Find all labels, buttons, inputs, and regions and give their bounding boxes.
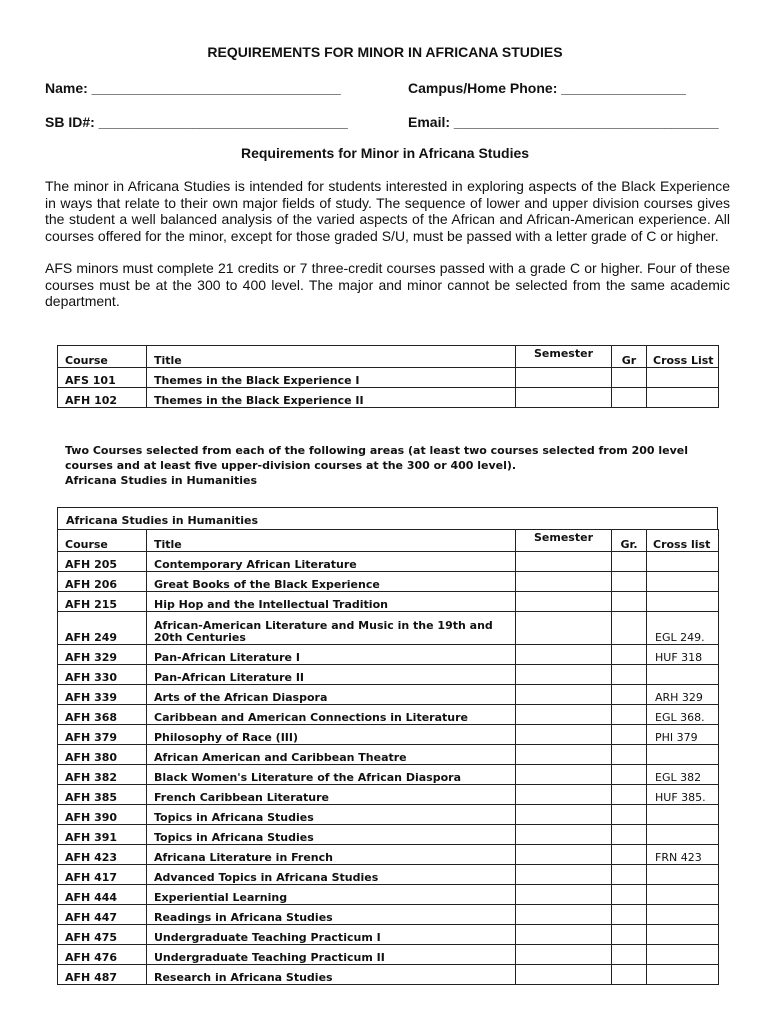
email-field-label: Email: __________________________________ (408, 114, 719, 130)
semester-cell (516, 665, 612, 685)
table-row (58, 725, 719, 745)
cross-list-cell (647, 865, 719, 885)
table-row (58, 965, 719, 985)
grade-cell (612, 825, 647, 845)
semester-cell (516, 552, 612, 572)
course-code: AFH 368 (58, 705, 147, 725)
course-code: AFH 390 (58, 805, 147, 825)
semester-cell (516, 825, 612, 845)
table-row (58, 845, 719, 865)
semester-cell (516, 965, 612, 985)
course-code: AFH 382 (58, 765, 147, 785)
semester-cell (516, 685, 612, 705)
course-code: AFH 249 (58, 612, 147, 645)
course-code: AFH 487 (58, 965, 147, 985)
course-title: Readings in Africana Studies (147, 905, 516, 925)
humanities-label-box (57, 507, 718, 529)
course-code: AFH 215 (58, 592, 147, 612)
grade-cell (612, 805, 647, 825)
table-header-row (58, 346, 719, 368)
semester-cell (516, 388, 612, 408)
table-row (58, 785, 719, 805)
cross-list-cell: HUF 318 (647, 645, 719, 665)
course-header: Course (58, 530, 147, 552)
grade-cell (612, 725, 647, 745)
grade-header: Gr. (612, 530, 647, 552)
course-title: Africana Literature in French (147, 845, 516, 865)
table-row (58, 805, 719, 825)
course-title: Advanced Topics in Africana Studies (147, 865, 516, 885)
cross-list-cell (647, 965, 719, 985)
grade-cell (612, 765, 647, 785)
course-code: AFH 205 (58, 552, 147, 572)
course-code: AFH 385 (58, 785, 147, 805)
grade-cell (612, 965, 647, 985)
semester-cell (516, 845, 612, 865)
course-title: Philosophy of Race (III) (147, 725, 516, 745)
table-row (58, 552, 719, 572)
semester-cell (516, 905, 612, 925)
course-title: Black Women's Literature of the African Diaspora (147, 765, 516, 785)
semester-cell (516, 925, 612, 945)
cross-list-cell (647, 592, 719, 612)
course-title: French Caribbean Literature (147, 785, 516, 805)
table-row (58, 865, 719, 885)
course-code: AFH 476 (58, 945, 147, 965)
course-code: AFH 391 (58, 825, 147, 845)
title-header: Title (147, 346, 516, 368)
semester-cell (516, 885, 612, 905)
grade-cell (612, 368, 647, 388)
course-code: AFH 447 (58, 905, 147, 925)
grade-cell (612, 785, 647, 805)
cross-list-cell (647, 552, 719, 572)
cross-list-header: Cross list (647, 530, 719, 552)
course-code: AFH 102 (58, 388, 147, 408)
semester-cell (516, 865, 612, 885)
semester-cell (516, 612, 612, 645)
phone-field-label: Campus/Home Phone: ________________ (408, 80, 686, 96)
grade-cell (612, 388, 647, 408)
table-row (58, 825, 719, 845)
course-title: Topics in Africana Studies (147, 805, 516, 825)
cross-list-cell (647, 925, 719, 945)
course-title: Great Books of the Black Experience (147, 572, 516, 592)
grade-cell (612, 612, 647, 645)
course-code: AFH 379 (58, 725, 147, 745)
grade-cell (612, 885, 647, 905)
semester-cell (516, 945, 612, 965)
semester-header: Semester (516, 346, 612, 368)
semester-cell (516, 785, 612, 805)
course-title: Caribbean and American Connections in Literature (147, 705, 516, 725)
section-subtitle: Requirements for Minor in Africana Studies (240, 145, 530, 161)
table-row (58, 905, 719, 925)
semester-header: Semester (516, 530, 612, 552)
cross-list-cell (647, 825, 719, 845)
cross-list-cell (647, 572, 719, 592)
course-code: AFH 330 (58, 665, 147, 685)
course-code: AFH 206 (58, 572, 147, 592)
course-code: AFH 475 (58, 925, 147, 945)
course-header: Course (58, 346, 147, 368)
sbid-field-label: SB ID#: ________________________________ (45, 114, 348, 130)
course-code: AFH 380 (58, 745, 147, 765)
table-row (58, 885, 719, 905)
table-row (58, 685, 719, 705)
table-header-row (58, 530, 719, 552)
course-title: Hip Hop and the Intellectual Tradition (147, 592, 516, 612)
grade-cell (612, 745, 647, 765)
grade-cell (612, 592, 647, 612)
course-code: AFH 329 (58, 645, 147, 665)
table-row (58, 925, 719, 945)
selection-note-text: Two Courses selected from each of the following areas (at least two courses selected from 200 level courses and at least five upper-division courses at the 300 or 400 level). (65, 444, 689, 472)
semester-cell (516, 725, 612, 745)
cross-list-cell (647, 388, 719, 408)
cross-list-cell: HUF 385. (647, 785, 719, 805)
cross-list-cell: ARH 329 (647, 685, 719, 705)
humanities-table-label: Africana Studies in Humanities (66, 514, 259, 527)
semester-cell (516, 765, 612, 785)
grade-cell (612, 645, 647, 665)
name-field-label: Name: ________________________________ (45, 80, 341, 96)
table-row (58, 612, 719, 645)
course-code: AFH 423 (58, 845, 147, 865)
course-title: Undergraduate Teaching Practicum I (147, 925, 516, 945)
course-title: Undergraduate Teaching Practicum II (147, 945, 516, 965)
course-title: Experiential Learning (147, 885, 516, 905)
cross-list-cell (647, 368, 719, 388)
cross-list-cell (647, 905, 719, 925)
grade-cell (612, 845, 647, 865)
grade-header: Gr (612, 346, 647, 368)
grade-cell (612, 552, 647, 572)
cross-list-cell (647, 885, 719, 905)
area-heading: Africana Studies in Humanities (65, 474, 258, 487)
title-header: Title (147, 530, 516, 552)
cross-list-header: Cross List (647, 346, 719, 368)
grade-cell (612, 685, 647, 705)
table-row (58, 368, 719, 388)
course-code: AFH 339 (58, 685, 147, 705)
cross-list-cell: PHI 379 (647, 725, 719, 745)
cross-list-cell (647, 805, 719, 825)
table-row (58, 945, 719, 965)
course-title: Topics in Africana Studies (147, 825, 516, 845)
selection-note (65, 443, 705, 488)
course-title: Arts of the African Diaspora (147, 685, 516, 705)
cross-list-cell (647, 665, 719, 685)
course-title: Research in Africana Studies (147, 965, 516, 985)
semester-cell (516, 572, 612, 592)
grade-cell (612, 925, 647, 945)
cross-list-cell: FRN 423 (647, 845, 719, 865)
cross-list-cell: EGL 382 (647, 765, 719, 785)
cross-list-cell (647, 745, 719, 765)
page-title: REQUIREMENTS FOR MINOR IN AFRICANA STUDIES (207, 44, 563, 60)
course-code: AFH 444 (58, 885, 147, 905)
semester-cell (516, 805, 612, 825)
semester-cell (516, 592, 612, 612)
course-title: Themes in the Black Experience II (147, 388, 516, 408)
semester-cell (516, 705, 612, 725)
cross-list-cell: EGL 368. (647, 705, 719, 725)
grade-cell (612, 945, 647, 965)
course-title: African-American Literature and Music in the 19th and 20th Centuries (147, 612, 516, 645)
credits-paragraph: AFS minors must complete 21 credits or 7 three-credit courses passed with a grade C or higher. Four of these courses must be at the 300 to 400 level. The major and minor cannot be selected from the same academic department. (45, 260, 730, 309)
course-title: Pan-African Literature II (147, 665, 516, 685)
course-title: African American and Caribbean Theatre (147, 745, 516, 765)
table-row (58, 572, 719, 592)
course-code: AFH 417 (58, 865, 147, 885)
table-row (58, 745, 719, 765)
cross-list-cell (647, 945, 719, 965)
humanities-courses-table (57, 529, 719, 985)
table-row (58, 645, 719, 665)
table-row (58, 388, 719, 408)
course-title: Themes in the Black Experience I (147, 368, 516, 388)
course-title: Contemporary African Literature (147, 552, 516, 572)
grade-cell (612, 705, 647, 725)
semester-cell (516, 745, 612, 765)
table-row (58, 665, 719, 685)
cross-list-cell: EGL 249. (647, 612, 719, 645)
grade-cell (612, 572, 647, 592)
semester-cell (516, 368, 612, 388)
grade-cell (612, 905, 647, 925)
table-row (58, 765, 719, 785)
grade-cell (612, 665, 647, 685)
grade-cell (612, 865, 647, 885)
core-courses-table (57, 345, 719, 408)
course-title: Pan-African Literature I (147, 645, 516, 665)
table-row (58, 592, 719, 612)
table-row (58, 705, 719, 725)
intro-paragraph: The minor in Africana Studies is intended for students interested in exploring aspects of the Black Experience in ways that relate to their own major fields of study. The sequence of lower and upper division courses gives the student a well balanced analysis of the varied aspects of the African and African-American experience. All courses offered for the minor, except for those graded S/U, must be passed with a letter grade of C or higher. (45, 178, 730, 244)
course-code: AFS 101 (58, 368, 147, 388)
semester-cell (516, 645, 612, 665)
